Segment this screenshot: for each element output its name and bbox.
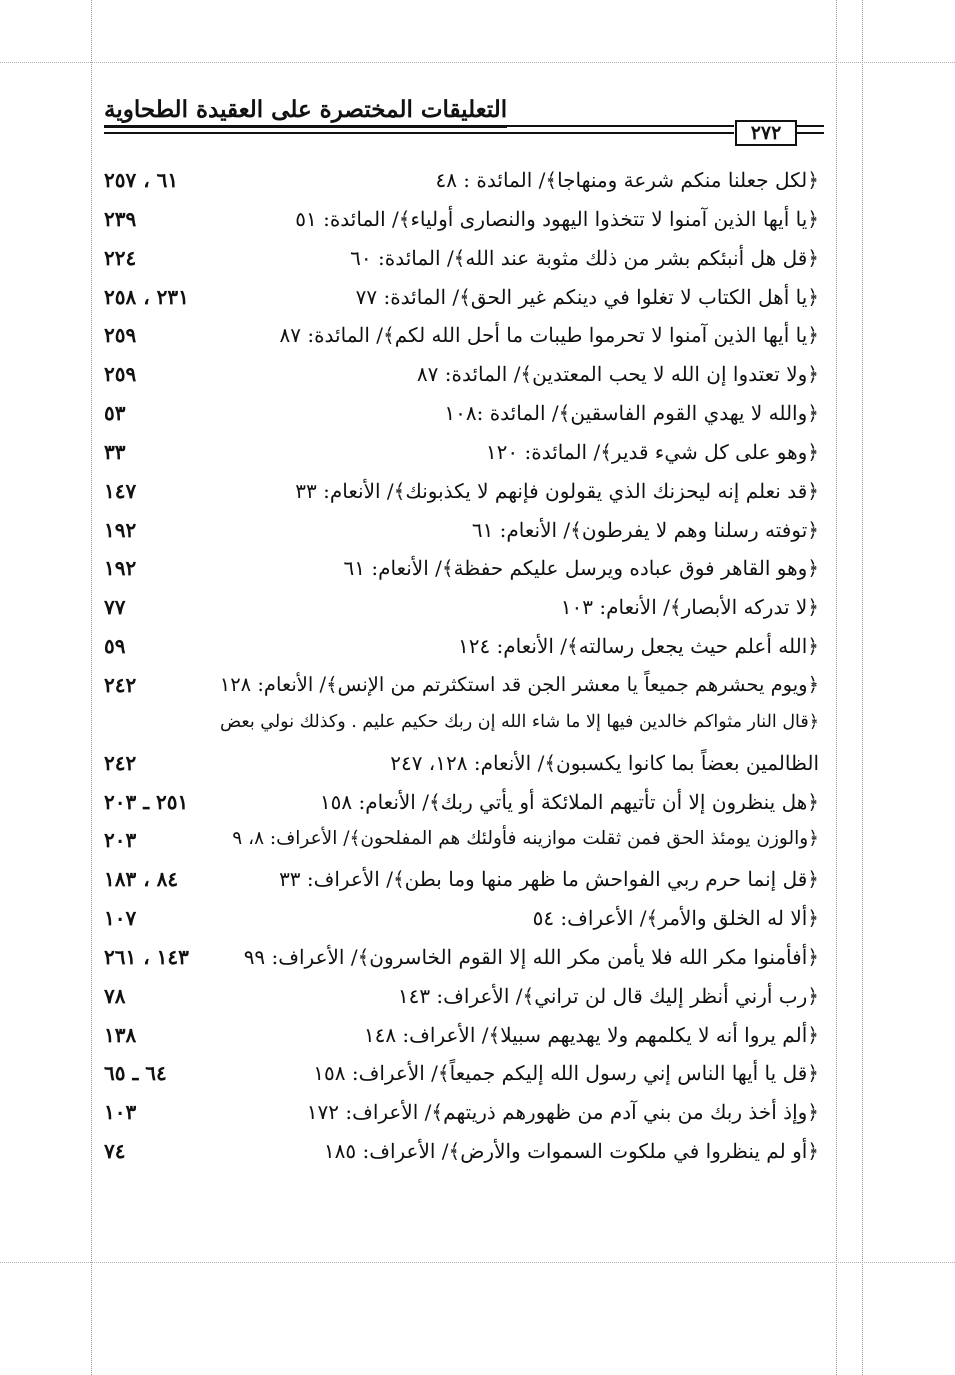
index-entry	[104, 513, 819, 552]
index-entry	[104, 1018, 819, 1057]
page-references: ٢٥٩	[104, 323, 137, 348]
verse-reference: ﴿يا أهل الكتاب لا تغلوا في دينكم غير الحق﴾/ المائدة: ٧٧	[355, 284, 819, 309]
index-entry	[104, 435, 819, 474]
index-entry	[104, 1095, 819, 1134]
index-entry	[104, 785, 819, 824]
page-references: ٢٥١ ـ ٢٠٣	[104, 789, 189, 814]
header-rule-right-bottom	[797, 132, 824, 134]
running-header	[104, 92, 824, 158]
page-references: ١٤٧	[104, 478, 137, 503]
index-entry	[104, 940, 819, 979]
verse-reference: ﴿هل ينظرون إلا أن تأتيهم الملائكة أو يأتي ربك﴾/ الأنعام: ١٥٨	[319, 789, 819, 814]
verse-reference: ﴿يا أيها الذين آمنوا لا تتخذوا اليهود والنصارى أولياء﴾/ المائدة: ٥١	[295, 206, 819, 231]
verse-reference: ﴿ويوم يحشرهم جميعاً يا معشر الجن قد استكثرتم من الإنس﴾/ الأنعام: ١٢٨	[219, 672, 819, 696]
verse-reference: ﴿ألم يروا أنه لا يكلمهم ولا يهديهم سبيلا﴾/ الأعراف: ١٤٨	[363, 1022, 819, 1047]
index-entry	[104, 357, 819, 396]
verse-reference: ﴿الله أعلم حيث يجعل رسالته﴾/ الأنعام: ١٢٤	[457, 634, 819, 659]
header-rule-top	[104, 125, 734, 127]
page-references: ٢٤٢	[104, 672, 137, 697]
verse-reference-continued: الظالمين بعضاً بما كانوا يكسبون﴾/ الأنعام: ١٢٨، ٢٤٧	[390, 750, 819, 775]
verse-reference: ﴿رب أرني أنظر إليك قال لن تراني﴾/ الأعراف: ١٤٣	[397, 983, 819, 1008]
page-references: ١٩٢	[104, 556, 137, 581]
page-references: ١٩٢	[104, 517, 137, 542]
index-entry	[104, 862, 819, 901]
index-entry	[104, 474, 819, 513]
verse-reference: ﴿أفأمنوا مكر الله فلا يأمن مكر الله إلا القوم الخاسرون﴾/ الأعراف: ٩٩	[243, 944, 819, 969]
verse-reference: ﴿وهو على كل شيء قدير﴾/ المائدة: ١٢٠	[485, 439, 819, 464]
index-entry	[104, 629, 819, 668]
page-references: ٢٣١ ، ٢٥٨	[104, 284, 189, 309]
page-references: ٨٤ ، ١٨٣	[104, 867, 179, 892]
page-references: ٥٩	[104, 634, 126, 659]
page-references: ٢٥٩	[104, 362, 137, 387]
verse-reference: ﴿لا تدركه الأبصار﴾/ الأنعام: ١٠٣	[560, 595, 819, 620]
verse-index-list	[104, 163, 819, 1173]
index-entry	[104, 280, 819, 319]
scan-guide-left	[91, 0, 92, 1375]
verse-reference: ﴿ألا له الخلق والأمر﴾/ الأعراف: ٥٤	[532, 906, 819, 931]
page-references: ٧٨	[104, 983, 126, 1008]
scan-guide-right-outer	[862, 0, 863, 1375]
page-references: ٣٣	[104, 439, 126, 464]
header-rule-bottom	[104, 132, 734, 134]
index-entry	[104, 590, 819, 629]
page-references: ٥٣	[104, 401, 126, 426]
verse-reference: ﴿والوزن يومئذ الحق فمن ثقلت موازينه فأولئك هم المفلحون﴾/ الأعراف: ٨، ٩	[232, 828, 819, 850]
page-references: ٧٧	[104, 595, 126, 620]
page-references: ١٣٨	[104, 1022, 137, 1047]
page-references: ١٠٧	[104, 906, 137, 931]
page-references: ٢٤٢	[104, 750, 137, 775]
verse-reference: ﴿وهو القاهر فوق عباده ويرسل عليكم حفظة﴾/ الأنعام: ٦١	[343, 556, 819, 581]
scan-guide-right	[836, 0, 837, 1375]
verse-reference: ﴿قد نعلم إنه ليحزنك الذي يقولون فإنهم لا يكذبونك﴾/ الأنعام: ٣٣	[295, 478, 819, 503]
verse-reference: ﴿أو لم ينظروا في ملكوت السموات والأرض﴾/ الأعراف: ١٨٥	[323, 1139, 819, 1164]
index-entry	[104, 979, 819, 1018]
page-references: ٦٤ ـ ٦٥	[104, 1061, 167, 1086]
page-references: ٢٢٤	[104, 245, 137, 270]
verse-reference: ﴿ولا تعتدوا إن الله لا يحب المعتدين﴾/ المائدة: ٨٧	[416, 362, 819, 387]
index-entry	[104, 163, 819, 202]
verse-reference: ﴿توفته رسلنا وهم لا يفرطون﴾/ الأنعام: ٦١	[471, 517, 819, 542]
index-entry	[104, 1134, 819, 1173]
index-entry	[104, 901, 819, 940]
index-entry	[104, 823, 819, 862]
verse-reference: ﴿يا أيها الذين آمنوا لا تحرموا طيبات ما أحل الله لكم﴾/ المائدة: ٨٧	[279, 323, 819, 348]
index-entry	[104, 396, 819, 435]
verse-reference: ﴿لكل جعلنا منكم شرعة ومنهاجا﴾/ المائدة : ٤٨	[435, 168, 819, 192]
verse-reference: ﴿قل هل أنبئكم بشر من ذلك مثوبة عند الله﴾/ المائدة: ٦٠	[350, 245, 819, 270]
scan-guide-top	[0, 62, 955, 63]
verse-reference: ﴿قل يا أيها الناس إني رسول الله إليكم جميعاً﴾/ الأعراف: ١٥٨	[313, 1061, 819, 1086]
index-entry	[104, 551, 819, 590]
index-entry	[104, 241, 819, 280]
verse-reference: ﴿وإذ أخذ ربك من بني آدم من ظهورهم ذريتهم﴾/ الأعراف: ١٧٢	[306, 1100, 819, 1125]
page-references: ١٠٣	[104, 1100, 137, 1125]
index-entry	[104, 707, 819, 785]
page-number: ٢٧٢	[735, 120, 797, 146]
verse-reference: ﴿والله لا يهدي القوم الفاسقين﴾/ المائدة :١٠٨	[444, 401, 819, 426]
index-entry	[104, 318, 819, 357]
page-references: ٢٠٣	[104, 828, 137, 853]
index-entry	[104, 1056, 819, 1095]
index-entry	[104, 202, 819, 241]
page-references: ٧٤	[104, 1139, 126, 1164]
index-entry	[104, 668, 819, 707]
page-references: ٢٣٩	[104, 206, 137, 231]
header-title: التعليقات المختصرة على العقيدة الطحاوية	[104, 96, 507, 128]
scan-guide-bottom	[0, 1262, 955, 1263]
header-rule-right-top	[797, 125, 824, 127]
page-references: ٦١ ، ٢٥٧	[104, 168, 179, 192]
page-references: ١٤٣ ، ٢٦١	[104, 944, 189, 969]
verse-reference: ﴿قال النار مثواكم خالدين فيها إلا ما شاء الله إن ربك حكيم عليم . وكذلك نولي بعض	[219, 711, 819, 732]
verse-reference: ﴿قل إنما حرم ربي الفواحش ما ظهر منها وما بطن﴾/ الأعراف: ٣٣	[279, 867, 819, 892]
